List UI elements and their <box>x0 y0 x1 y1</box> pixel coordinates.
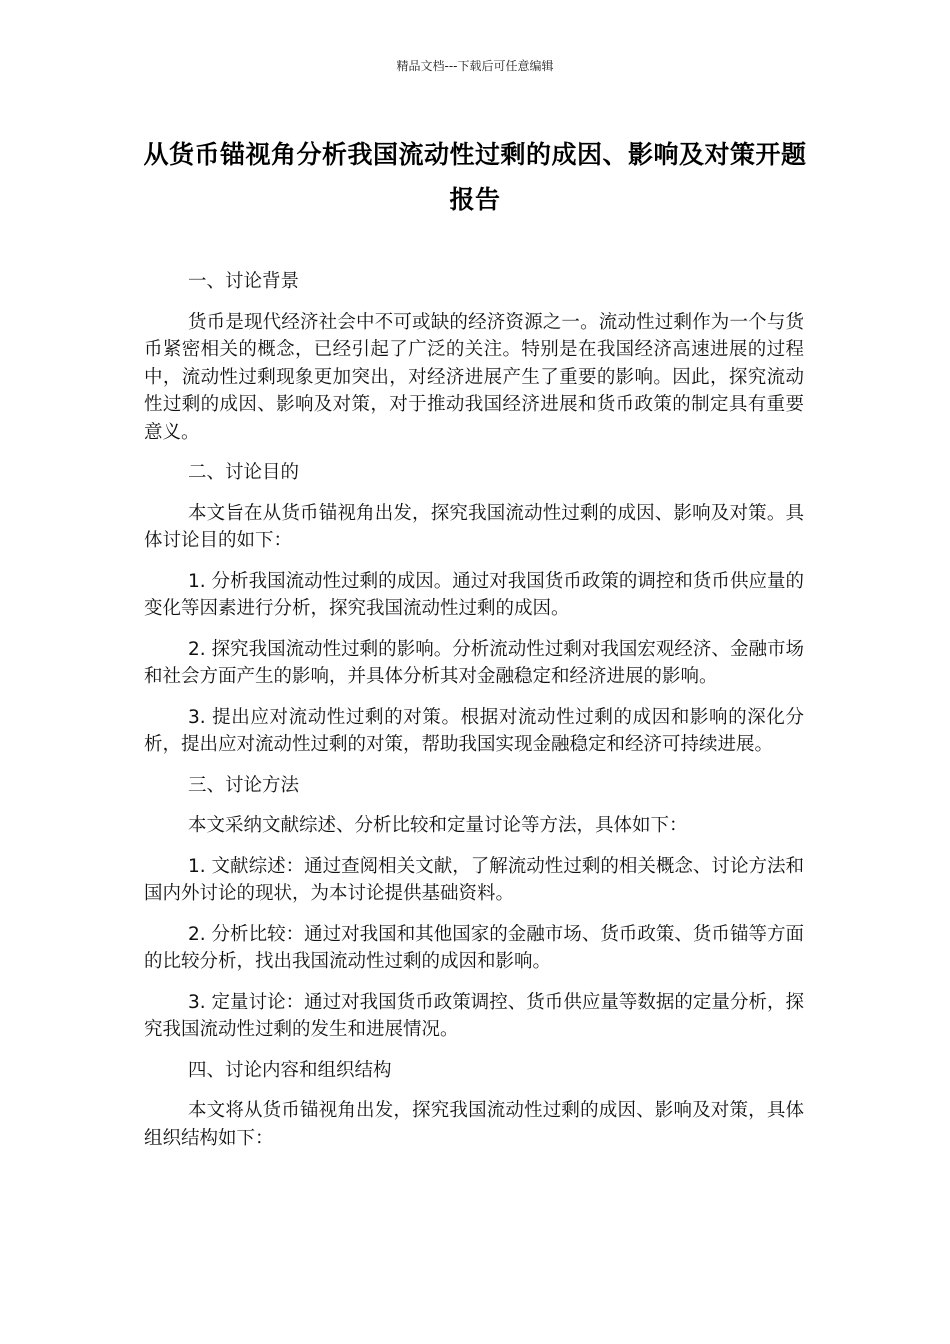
section-heading-background: 一、讨论背景 <box>188 271 300 292</box>
document-title: 从货币锚视角分析我国流动性过剩的成因、影响及对策开题报告 <box>143 140 807 214</box>
section-heading-methods: 三、讨论方法 <box>188 774 300 796</box>
methods-item-3: 3. 定量讨论：通过对我国货币政策调控、货币供应量等数据的定量分析，探究我国流动性过剩的发生和进展情况。 <box>144 991 804 1040</box>
purpose-item-2: 2. 探究我国流动性过剩的影响。分析流动性过剩对我国宏观经济、金融市场和社会方面产生的影响，并具体分析其对金融稳定和经济进展的影响。 <box>144 638 804 687</box>
section-heading-content: 四、讨论内容和组织结构 <box>188 1059 392 1081</box>
purpose-item-1: 1. 分析我国流动性过剩的成因。通过对我国货币政策的调控和货币供应量的变化等因素进行分析，探究我国流动性过剩的成因。 <box>144 570 804 619</box>
methods-item-1: 1. 文献综述：通过查阅相关文献，了解流动性过剩的相关概念、讨论方法和国内外讨论的现状，为本讨论提供基础资料。 <box>144 855 804 904</box>
purpose-item-3: 3. 提出应对流动性过剩的对策。根据对流动性过剩的成因和影响的深化分析，提出应对流动性过剩的对策，帮助我国实现金融稳定和经济可持续进展。 <box>144 706 804 755</box>
document-body <box>144 268 804 1165</box>
methods-item-2: 2. 分析比较：通过对我国和其他国家的金融市场、货币政策、货币锚等方面的比较分析，找出我国流动性过剩的成因和影响。 <box>144 923 804 972</box>
background-paragraph: 货币是现代经济社会中不可或缺的经济资源之一。流动性过剩作为一个与货币紧密相关的概念，已经引起了广泛的关注。特别是在我国经济高速进展的过程中，流动性过剩现象更加突出，对经济进展产生了重要的影响。因此，探究流动性过剩的成因、影响及对策，对于推动我国经济进展和货币政策的制定具有重要意义。 <box>144 311 804 443</box>
methods-paragraph: 本文采纳文献综述、分析比较和定量讨论等方法，具体如下： <box>188 815 688 836</box>
purpose-paragraph: 本文旨在从货币锚视角出发，探究我国流动性过剩的成因、影响及对策。具体讨论目的如下： <box>144 502 804 551</box>
page-header: 精品文档---下载后可任意编辑 <box>396 59 554 73</box>
section-heading-purpose: 二、讨论目的 <box>188 462 300 483</box>
content-paragraph: 本文将从货币锚视角出发，探究我国流动性过剩的成因、影响及对策，具体组织结构如下： <box>144 1100 804 1149</box>
